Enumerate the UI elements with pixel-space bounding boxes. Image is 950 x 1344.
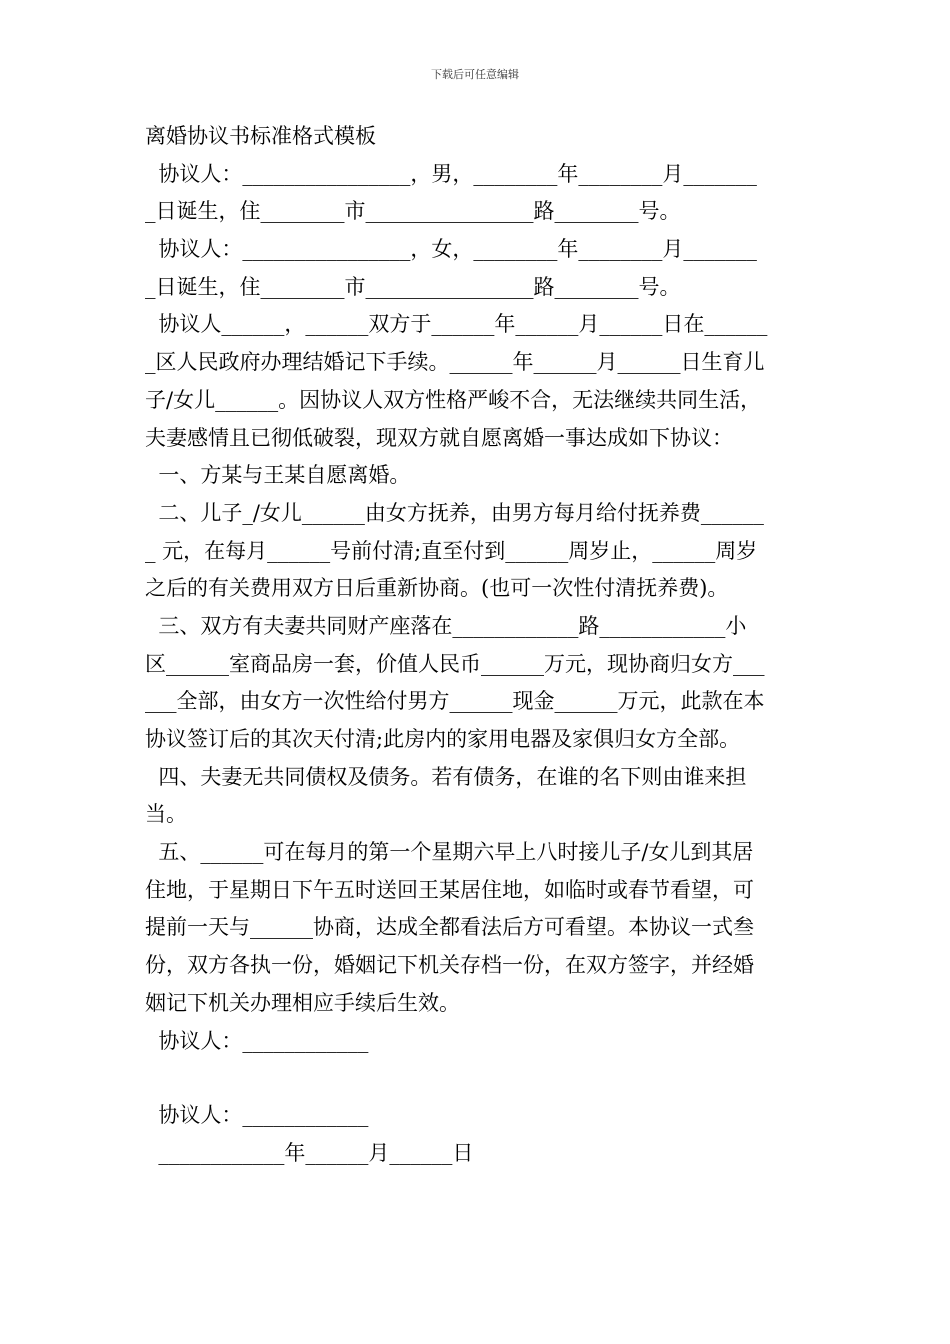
paragraph-line: 协议签订后的其次天付清;此房内的家用电器及家俱归女方全部。 [145, 727, 741, 751]
signature-line: 协议人：____________ [145, 1103, 369, 1128]
spacer [145, 1060, 809, 1097]
paragraph-line: 当。 [145, 802, 187, 827]
paragraph-line: 区______室商品房一套，价值人民币______万元，现协商归女方___ [145, 651, 765, 676]
paragraph-line: 二、儿子_/女儿______由女方抚养，由男方每月给付抚养费______ [145, 500, 764, 525]
paragraph-line: 四、夫妻无共同债权及债务。若有债务，在谁的名下则由谁来担 [145, 764, 747, 789]
paragraph-line: 五、______可在每月的第一个星期六早上八时接儿子/女儿到其居 [145, 840, 754, 865]
paragraph-line: 子/女儿______。因协议人双方性格严峻不合，无法继续共同生活， [145, 387, 762, 412]
paragraph-line: 之后的有关费用双方日后重新协商。(也可一次性付清抚养费)。 [145, 576, 729, 601]
paragraph-line: 协议人：________________，女，________年________月_______ [145, 237, 757, 262]
page-header: 下载后可任意编辑 [431, 68, 519, 81]
paragraph-line: 协议人______，______双方于______年______月______日在______ [145, 312, 768, 337]
paragraph-line: 提前一天与______协商，达成全都看法后方可看望。本协议一式叁 [145, 915, 754, 940]
paragraph-line: _区人民政府办理结婚记下手续。______年______月______日生育儿 [145, 350, 765, 375]
paragraph-line: 三、双方有夫妻共同财产座落在____________路____________小 [145, 613, 747, 638]
date-line: ____________年______月______日 [145, 1140, 474, 1165]
paragraph-line: 协议人：________________，男，________年________月_______ [145, 161, 757, 186]
paragraph-line: 份，双方各执一份，婚姻记下机关存档一份，在双方签字，并经婚 [145, 953, 754, 978]
paragraph-line: 一、方某与王某自愿离婚。 [145, 463, 411, 488]
paragraph-line: 姻记下机关办理相应手续后生效。 [145, 990, 460, 1015]
paragraph-line: 住地，于星期日下午五时送回王某居住地，如临时或春节看望，可 [145, 877, 754, 902]
document-title: 离婚协议书标准格式模板 [145, 124, 376, 148]
document-body [145, 118, 809, 1173]
paragraph-line: _日诞生，住________市________________路________号。 [145, 274, 681, 299]
paragraph-line: _ 元，在每月______号前付清;直至付到______周岁止，______周岁 [145, 538, 758, 563]
signature-line: 协议人：____________ [145, 1028, 369, 1053]
paragraph-line: _日诞生，住________市________________路________号。 [145, 199, 681, 224]
paragraph-line: ___全部，由女方一次性给付男方______现金______万元，此款在本 [145, 689, 765, 714]
paragraph-line: 夫妻感情且已彻低破裂，现双方就自愿离婚一事达成如下协议： [145, 425, 733, 450]
